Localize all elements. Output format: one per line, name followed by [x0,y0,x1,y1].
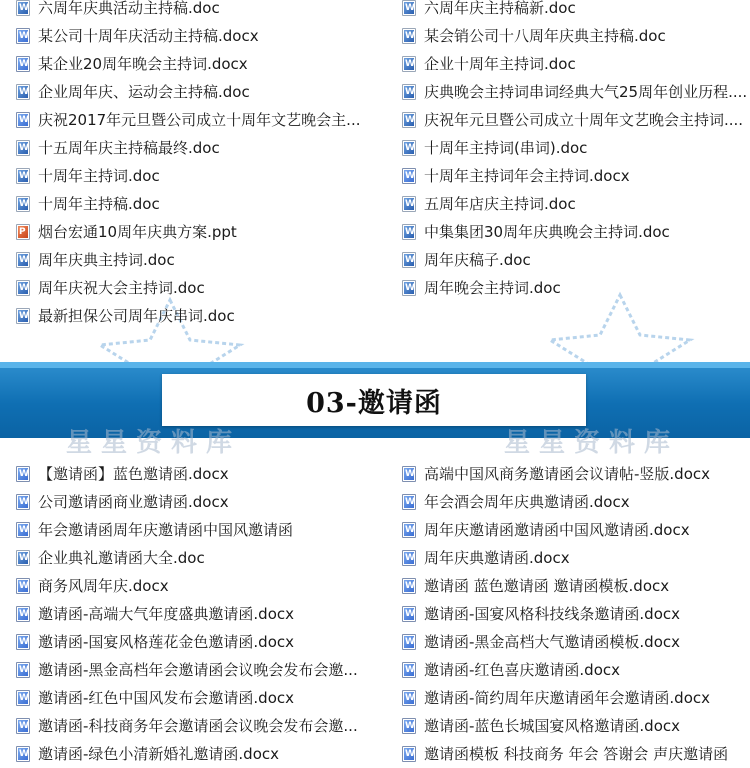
file-item[interactable] [402,684,710,712]
word-file-icon [402,252,416,268]
word-file-icon [402,280,416,296]
word-file-icon [16,662,30,678]
file-name: 中集集团30周年庆典晚会主持词.doc [424,223,670,241]
file-name: 庆祝2017年元旦暨公司成立十周年文艺晚会主... [38,111,361,129]
file-item[interactable] [402,246,531,274]
watermark-left: 星星资料库 [66,428,242,458]
file-name: 十五周年庆主持稿最终.doc [38,139,220,157]
word-file-icon [402,494,416,510]
file-name: 邀请函-科技商务年会邀请函会议晚会发布会邀... [38,717,358,735]
file-item[interactable] [16,460,229,488]
file-item[interactable] [402,600,680,628]
word-file-icon [16,280,30,296]
word-file-icon [16,466,30,482]
file-item[interactable] [402,740,728,768]
file-list-upper-left [16,0,386,334]
file-item[interactable] [16,22,259,50]
word-file-icon [402,466,416,482]
file-name: 年会酒会周年庆典邀请函.docx [424,493,630,511]
file-name: 十周年主持词.doc [38,167,160,185]
file-item[interactable] [402,656,620,684]
file-name: 邀请函-国宴风格莲花金色邀请函.docx [38,633,295,651]
file-name: 最新担保公司周年庆串词.doc [38,307,235,325]
file-item[interactable] [402,628,680,656]
file-name: 年会邀请函周年庆邀请函中国风邀请函 [38,521,294,539]
file-name: 邀请函-蓝色长城国宴风格邀请函.docx [424,717,681,735]
file-list-upper-right [402,0,750,334]
file-item[interactable] [16,600,294,628]
word-file-icon [16,690,30,706]
word-file-icon [16,252,30,268]
word-file-icon [16,28,30,44]
word-file-icon [16,578,30,594]
file-name: 十周年主持词年会主持词.docx [424,167,630,185]
file-item[interactable] [16,162,160,190]
word-file-icon [16,718,30,734]
word-file-icon [402,0,416,16]
file-item[interactable] [16,628,294,656]
file-name: 邀请函-绿色小清新婚礼邀请函.docx [38,745,280,763]
word-file-icon [402,168,416,184]
file-item[interactable] [16,656,358,684]
file-item[interactable] [402,488,630,516]
word-file-icon [16,168,30,184]
file-name: 庆祝年元旦暨公司成立十周年文艺晚会主持词.... [424,111,744,129]
file-name: 邀请函-国宴风格科技线条邀请函.docx [424,605,681,623]
file-item[interactable] [402,106,743,134]
file-name: 企业典礼邀请函大全.doc [38,549,205,567]
file-name: 五周年店庆主持词.doc [424,195,576,213]
file-name: 周年庆祝大会主持词.doc [38,279,205,297]
file-name: 十周年主持词(串词).doc [424,139,588,157]
file-name: 周年庆邀请函邀请函中国风邀请函.docx [424,521,690,539]
word-file-icon [402,634,416,650]
file-name: 烟台宏通10周年庆典方案.ppt [38,223,237,241]
word-file-icon [16,606,30,622]
watermark-right: 星星资料库 [504,428,680,458]
word-file-icon [402,56,416,72]
file-item[interactable] [16,712,358,740]
file-name: 周年晚会主持词.doc [424,279,561,297]
file-name: 周年庆稿子.doc [424,251,531,269]
file-name: 【邀请函】蓝色邀请函.docx [38,465,229,483]
file-name: 邀请函 蓝色邀请函 邀请函模板.docx [424,577,670,595]
file-item[interactable] [16,134,220,162]
file-item[interactable] [402,218,670,246]
word-file-icon [402,84,416,100]
word-file-icon [16,140,30,156]
file-name: 某会销公司十八周年庆典主持稿.doc [424,27,666,45]
file-item[interactable] [402,22,666,50]
file-item[interactable] [16,190,160,218]
file-item[interactable] [402,544,570,572]
word-file-icon [16,84,30,100]
file-name: 邀请函-红色喜庆邀请函.docx [424,661,621,679]
file-name: 某公司十周年庆活动主持稿.docx [38,27,259,45]
word-file-icon [16,56,30,72]
word-file-icon [402,196,416,212]
file-name: 六周年庆典活动主持稿.doc [38,0,220,17]
word-file-icon [402,522,416,538]
file-name: 高端中国风商务邀请函会议请帖-竖版.docx [424,465,711,483]
file-item[interactable] [16,50,248,78]
file-item[interactable] [16,302,235,330]
word-file-icon [402,112,416,128]
file-item[interactable] [402,712,680,740]
file-item[interactable] [402,162,630,190]
file-item[interactable] [402,274,561,302]
file-item[interactable] [16,684,294,712]
word-file-icon [16,308,30,324]
word-file-icon [16,112,30,128]
word-file-icon [402,690,416,706]
word-file-icon [402,578,416,594]
word-file-icon [16,522,30,538]
file-item[interactable] [16,218,237,246]
file-name: 邀请函模板 科技商务 年会 答谢会 声庆邀请函 [424,745,729,763]
word-file-icon [402,224,416,240]
ppt-file-icon [16,224,30,240]
file-item[interactable] [402,0,576,22]
file-name: 邀请函-黑金高档大气邀请函模板.docx [424,633,681,651]
file-item[interactable] [16,740,279,768]
file-item[interactable] [402,78,747,106]
file-name: 商务风周年庆.docx [38,577,169,595]
file-item[interactable] [16,274,205,302]
file-name: 六周年庆主持稿新.doc [424,0,576,17]
section-title-box [162,374,586,426]
word-file-icon [16,634,30,650]
file-name: 周年庆典主持词.doc [38,251,175,269]
word-file-icon [402,662,416,678]
word-file-icon [402,606,416,622]
file-name: 邀请函-黑金高档年会邀请函会议晚会发布会邀... [38,661,358,679]
word-file-icon [402,550,416,566]
file-item[interactable] [16,516,293,544]
file-name: 十周年主持稿.doc [38,195,160,213]
word-file-icon [402,718,416,734]
word-file-icon [16,196,30,212]
file-name: 庆典晚会主持词串词经典大气25周年创业历程.... [424,83,748,101]
file-name: 公司邀请函商业邀请函.docx [38,493,229,511]
file-item[interactable] [16,78,250,106]
file-item[interactable] [402,572,669,600]
file-name: 企业十周年主持词.doc [424,55,576,73]
file-list-lower-right [402,460,750,763]
word-file-icon [16,494,30,510]
word-file-icon [16,746,30,762]
file-name: 某企业20周年晚会主持词.docx [38,55,248,73]
file-name: 邀请函-红色中国风发布会邀请函.docx [38,689,295,707]
word-file-icon [402,28,416,44]
file-item[interactable] [402,50,576,78]
file-item[interactable] [16,246,175,274]
section-title: 03-邀请函 [306,387,442,419]
word-file-icon [16,0,30,16]
file-name: 邀请函-简约周年庆邀请函年会邀请函.docx [424,689,711,707]
file-item[interactable] [402,190,576,218]
file-name: 企业周年庆、运动会主持稿.doc [38,83,250,101]
file-item[interactable] [16,0,220,22]
file-item[interactable] [16,488,229,516]
file-item[interactable] [402,516,690,544]
file-item[interactable] [16,106,360,134]
file-list-lower-left [16,460,386,763]
word-file-icon [16,550,30,566]
file-item[interactable] [402,460,710,488]
file-item[interactable] [16,544,205,572]
file-item[interactable] [402,134,587,162]
file-name: 邀请函-高端大气年度盛典邀请函.docx [38,605,295,623]
word-file-icon [402,746,416,762]
word-file-icon [402,140,416,156]
file-item[interactable] [16,572,169,600]
file-name: 周年庆典邀请函.docx [424,549,570,567]
